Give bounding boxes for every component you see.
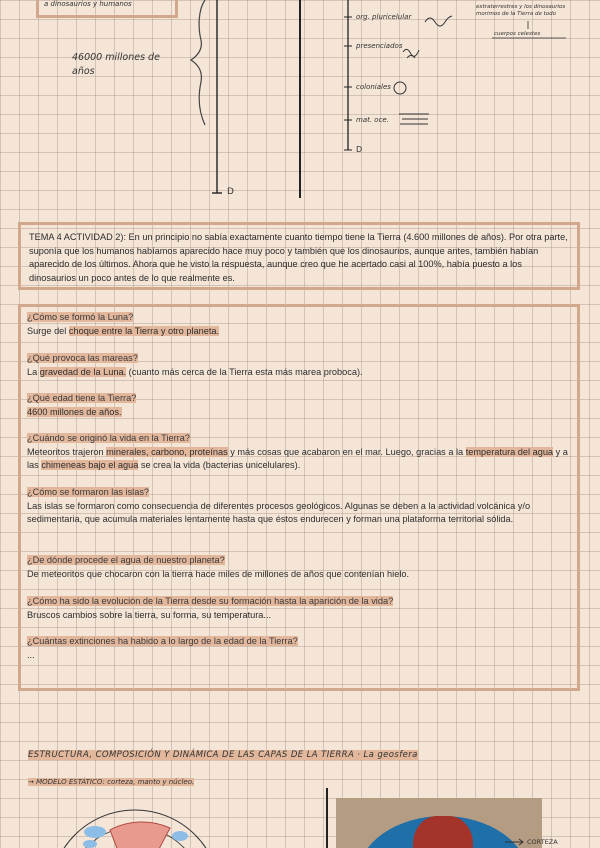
divider-bottom bbox=[326, 788, 328, 848]
question-5: ¿Cómo se formaron las islas? bbox=[27, 487, 150, 497]
qa-block-5 bbox=[27, 486, 577, 527]
timeline-label-5: D bbox=[356, 145, 363, 154]
earth-photo-layers bbox=[358, 816, 528, 848]
activity-text: TEMA 4 ACTIVIDAD 2): En un principio no sabía exactamente cuanto tiempo tiene la Tierra (4.600 millones de años). Por otra parte, suponía que los humanos habíamos aparecido hace muy poco y también que los dinosaurios, aunque antes, también habían aparecido de los últimos. Ahora que he visto la respuesta, aunque creo que he acertado casi al 100%, había puesto a los dinosaurios un poco antes de lo que realmente es. bbox=[29, 232, 568, 283]
question-4: ¿Cuándo se originó la vida en la Tierra? bbox=[27, 433, 190, 443]
question-7: ¿Cómo ha sido la evolución de la Tierra desde su formación hasta la aparición de la vida? bbox=[27, 596, 394, 606]
question-2: ¿Qué provoca las mareas? bbox=[27, 353, 138, 363]
curly-brace bbox=[191, 0, 205, 125]
years-note: 46000 millones de años bbox=[72, 52, 160, 77]
timeline-label-1: org. pluricelular bbox=[356, 13, 412, 21]
question-8: ¿Cuántas extinciones ha habido a lo largo de la edad de la Tierra? bbox=[27, 636, 298, 646]
left-axis-label: D bbox=[227, 187, 234, 197]
qa-block-6 bbox=[27, 554, 577, 581]
question-6: ¿De dónde procede el agua de nuestro planeta? bbox=[27, 555, 225, 565]
timeline-label-2: presenciados bbox=[356, 42, 403, 50]
answer-4: Meteoritos trajeron minerales, carbono, proteínas y más cosas que acabaron en el mar. Luego, gracias a la temperatura del agua y a las chimeneas bajo el agua se crea la vida (bacterias unicelulares). bbox=[27, 446, 568, 470]
qa-block-4 bbox=[27, 432, 577, 473]
right-note-line-3: cuerpos celestes bbox=[494, 31, 541, 37]
bottom-subheading: → MODELO ESTÁTICO: corteza, manto y núcleo. bbox=[28, 778, 195, 786]
question-1: ¿Cómo se formó la Luna? bbox=[27, 312, 134, 322]
circle-doodle bbox=[394, 82, 406, 94]
earth-layers-sketch bbox=[30, 800, 230, 848]
qa-block-7 bbox=[27, 595, 577, 622]
bottom-heading: ESTRUCTURA, COMPOSICIÓN Y DINÁMICA DE LAS CAPAS DE LA TIERRA · La geosfera bbox=[28, 750, 418, 760]
squiggle-doodle-2 bbox=[403, 49, 419, 58]
right-note-line-2: morimos de la Tierra de todo bbox=[476, 11, 557, 17]
timeline-label-3: coloniales bbox=[356, 83, 391, 91]
answer-5: Las islas se formaron como consecuencia de diferentes procesos geológicos. Algunas se deben a la actividad volcánica y/o sedimentaria, que acumula materiales lentamente hasta que éstos endurecen y forman una plataforma territorial sólida. bbox=[27, 500, 531, 524]
answer-2: La gravedad de la Luna. (cuanto más cerca de la Tierra esta más marea proboca). bbox=[27, 366, 363, 377]
qa-block-8 bbox=[27, 635, 577, 662]
squiggle-doodle-1 bbox=[425, 16, 452, 26]
right-note-line-1: extraterrestres y los dinosaurios bbox=[476, 4, 566, 10]
answer-6: De meteoritos que chocaron con la tierra hace miles de millones de años que contenían hielo. bbox=[27, 568, 410, 579]
qa-block-2 bbox=[27, 352, 577, 379]
answer-3: 4600 millones de años. bbox=[27, 406, 122, 417]
box-caption: a dinosaurios y humanos bbox=[44, 0, 132, 8]
activity-box bbox=[18, 222, 580, 290]
waves-doodle bbox=[399, 114, 429, 124]
qa-block-3 bbox=[27, 392, 577, 419]
corteza-arrow bbox=[505, 838, 525, 846]
answer-7: Bruscos cambios sobre la tierra, su forma, su temperatura... bbox=[27, 609, 272, 620]
timeline-label-4: mat. oce. bbox=[356, 116, 389, 124]
question-3: ¿Qué edad tiene la Tierra? bbox=[27, 393, 137, 403]
label-corteza: CORTEZA bbox=[527, 838, 558, 846]
answer-1: Surge del choque entre la Tierra y otro planeta. bbox=[27, 325, 220, 336]
qa-block-1 bbox=[27, 311, 577, 338]
answer-8: ... bbox=[27, 649, 35, 660]
